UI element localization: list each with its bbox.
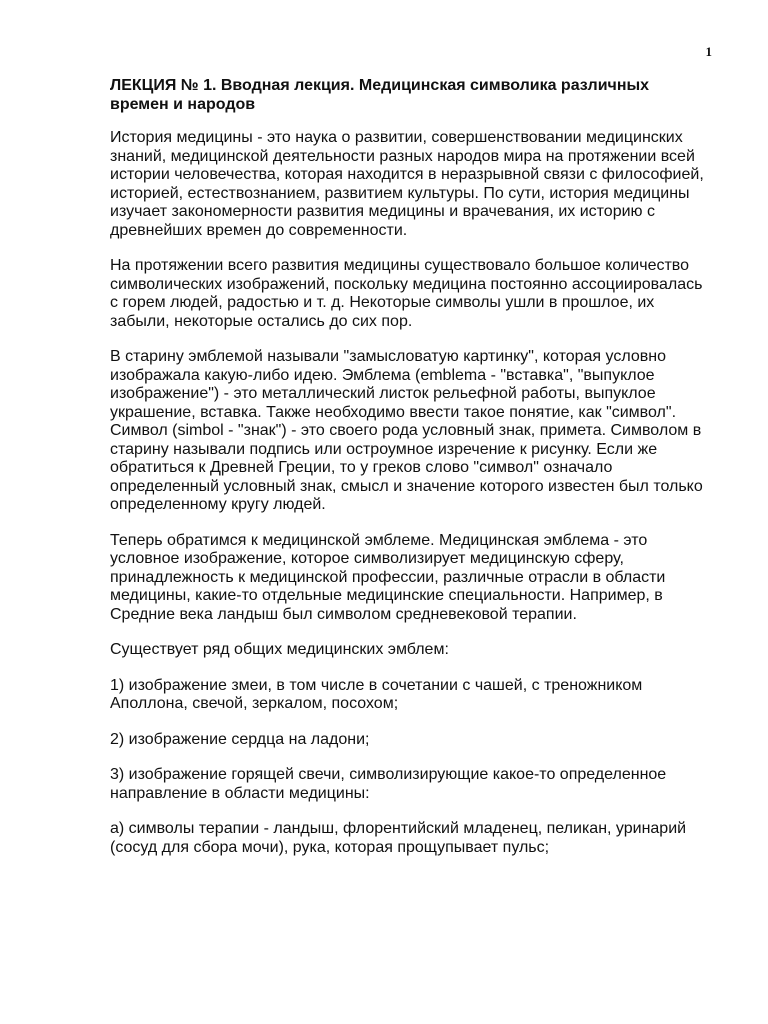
list-item-snake: 1) изображение змеи, в том числе в сочетании с чашей, с треножником Аполлона, свечой, зеркалом, посохом;	[110, 676, 643, 712]
paragraph-symbolic-images: На протяжении всего развития медицины существовало большое количество символических изображений, поскольку медицина постоянно ассоциировалась с горем людей, радостью и т. д. Некоторые символы ушли в прошлое, их забыли, некоторые остались до сих пор.	[110, 257, 703, 330]
paragraph-medical-emblem: Теперь обратимся к медицинской эмблеме. Медицинская эмблема - это условное изображение, которое символизирует медицинскую сферу, принадлежность к медицинской профессии, различные отрасли в области медицины, какие-то отдельные медицинские специальности. Например, в Средние века ландыш был символом средневековой терапии.	[110, 531, 666, 623]
list-item-therapy-symbols: а) символы терапии - ландыш, флорентийский младенец, пеликан, уринарий (сосуд для сбора мочи), рука, которая прощупывает пульс;	[110, 820, 687, 856]
document-body	[110, 76, 710, 874]
list-item-candle: 3) изображение горящей свечи, символизирующие какое-то определенное направление в области медицины:	[110, 766, 667, 802]
paragraph-history-definition: История медицины - это наука о развитии, совершенствовании медицинских знаний, медицинской деятельности разных народов мира на протяжении всей истории человечества, которая находится в неразрывной связи с философией, историей, естествознанием, развитием культуры. По сути, история медицины изучает закономерности развития медицины и врачевания, их историю с древнейших времен до современности.	[110, 129, 704, 239]
paragraph-list-intro: Существует ряд общих медицинских эмблем:	[110, 641, 449, 658]
paragraph-emblem-symbol: В старину эмблемой называли "замысловатую картинку", которая условно изображала какую-либо идею. Эмблема (emblema - "вставка", "выпуклое изображение") - это металлический листок рельефной работы, выпуклое украшение, вставка. Также необходимо ввести такое понятие, как "символ". Символ (simbol - "знак") - это своего рода условный знак, примета. Символом в старину называли подпись или остроумное изречение к рисунку. Если же обратиться к Древней Греции, то у греков слово "символ" означало определенный условный знак, смысл и значение которого известен был только определенному кругу людей.	[110, 348, 703, 513]
list-item-heart: 2) изображение сердца на ладони;	[110, 730, 370, 748]
page-number: 1	[705, 44, 712, 59]
lecture-title: ЛЕКЦИЯ № 1. Вводная лекция. Медицинская символика различных времен и народов	[110, 77, 650, 113]
